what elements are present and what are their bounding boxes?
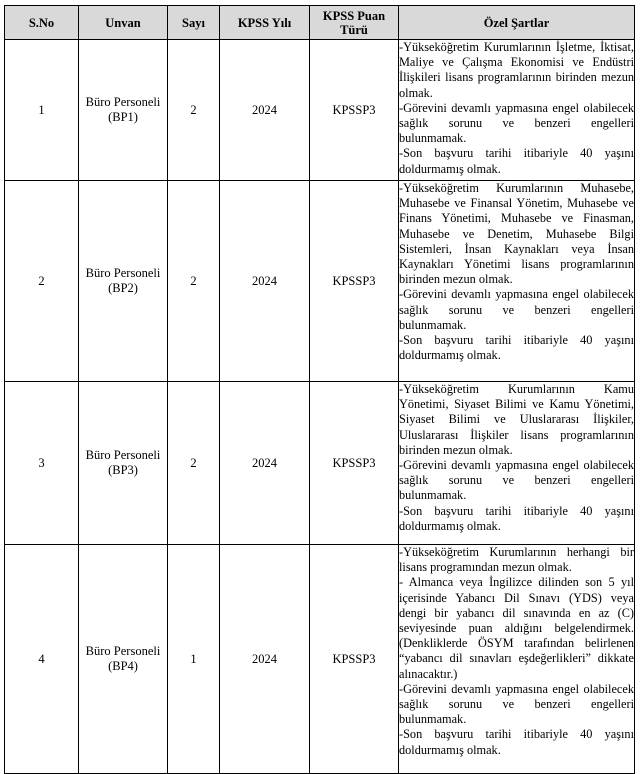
cell-unvan [79, 382, 168, 545]
condition-text: -Görevini devamlı yapmasına engel olabilecek sağlık sorunu ve benzeri engelleri bulunmamak. [399, 100, 634, 146]
header-sayi: Sayı [168, 6, 220, 40]
condition-text: -Görevini devamlı yapmasına engel olabilecek sağlık sorunu ve benzeri engelleri bulunmamak. [399, 458, 634, 503]
table-row [5, 40, 635, 181]
cell-sno: 3 [5, 382, 79, 545]
unvan-title: Büro Personeli [85, 95, 161, 109]
unvan-title: Büro Personeli [85, 448, 161, 462]
table-row [5, 545, 635, 774]
cell-sno: 1 [5, 40, 79, 181]
cell-unvan [79, 40, 168, 181]
unvan-code: (BP4) [108, 659, 138, 673]
condition-text: -Yükseköğretim Kurumlarının herhangi bir lisans programından mezun olmak. [399, 545, 634, 575]
unvan-title: Büro Personeli [85, 266, 161, 280]
cell-puan: KPSSP3 [310, 181, 399, 382]
condition-text: -Son başvuru tarihi itibariyle 40 yaşını doldurmamış olmak. [399, 503, 634, 533]
cell-ozel-sartlar [399, 382, 635, 545]
condition-text: -Son başvuru tarihi itibariyle 40 yaşını doldurmamış olmak. [399, 727, 634, 757]
unvan-code: (BP3) [108, 463, 138, 477]
condition-text: -Son başvuru tarihi itibariyle 40 yaşını doldurmamış olmak. [399, 146, 634, 176]
cell-yil: 2024 [220, 382, 310, 545]
cell-puan: KPSSP3 [310, 545, 399, 774]
cell-unvan [79, 545, 168, 774]
cell-yil: 2024 [220, 181, 310, 382]
condition-text: -Son başvuru tarihi itibariyle 40 yaşını doldurmamış olmak. [399, 333, 634, 363]
cell-sayi: 2 [168, 382, 220, 545]
header-ozel-sartlar: Özel Şartlar [399, 6, 635, 40]
table-row [5, 181, 635, 382]
cell-ozel-sartlar [399, 545, 635, 774]
cell-yil: 2024 [220, 545, 310, 774]
header-unvan: Unvan [79, 6, 168, 40]
header-kpss-yili: KPSS Yılı [220, 6, 310, 40]
condition-text: - Almanca veya İngilizce dilinden son 5 yıl içerisinde Yabancı Dil Sınavı (YDS) veya dengi bir yabancı dil sınavında en az (C) seviyesinde puan aldığını belgelendirmek. (Denkliklerde ÖSYM tarafından belirlenen “yabancı dil sınavları eşdeğerlikleri” dikkate alınacaktır.) [399, 575, 634, 681]
positions-table [4, 5, 635, 774]
unvan-title: Büro Personeli [85, 644, 161, 658]
cell-sayi: 2 [168, 40, 220, 181]
condition-text: -Yükseköğretim Kurumlarının Muhasebe, Muhasebe ve Finansal Yönetim, Muhasebe ve Finans Yönetimi, Muhasebe ve Finasman, Muhasebe ve Denetim, Muhasebe Bilgi Sistemleri, İnsan Kaynakları veya İnsan Kaynakları Yönetimi lisans programlarının birinden mezun olmak. [399, 181, 634, 287]
header-sno: S.No [5, 6, 79, 40]
cell-unvan [79, 181, 168, 382]
condition-text: -Görevini devamlı yapmasına engel olabilecek sağlık sorunu ve benzeri engelleri bulunmamak. [399, 681, 634, 727]
unvan-code: (BP1) [108, 110, 138, 124]
cell-ozel-sartlar [399, 40, 635, 181]
cell-sayi: 1 [168, 545, 220, 774]
condition-text: -Yükseköğretim Kurumlarının İşletme, İktisat, Maliye ve Çalışma Ekonomisi ve Endüstri İlişkileri lisans programlarının birinden mezun olmak. [399, 40, 634, 100]
cell-yil: 2024 [220, 40, 310, 181]
cell-puan: KPSSP3 [310, 40, 399, 181]
cell-sno: 4 [5, 545, 79, 774]
unvan-code: (BP2) [108, 281, 138, 295]
cell-puan: KPSSP3 [310, 382, 399, 545]
cell-sayi: 2 [168, 181, 220, 382]
condition-text: -Yükseköğretim Kurumlarının Kamu Yönetimi, Siyaset Bilimi ve Kamu Yönetimi, Siyaset Bilimi ve Uluslararası İlişkiler, Uluslararası İlişkiler lisans programlarının birinden mezun olmak. [399, 382, 634, 457]
cell-ozel-sartlar [399, 181, 635, 382]
header-kpss-puan-turu: KPSS Puan Türü [310, 6, 399, 40]
cell-sno: 2 [5, 181, 79, 382]
header-row [5, 6, 635, 40]
condition-text: -Görevini devamlı yapmasına engel olabilecek sağlık sorunu ve benzeri engelleri bulunmamak. [399, 287, 634, 332]
table-row [5, 382, 635, 545]
